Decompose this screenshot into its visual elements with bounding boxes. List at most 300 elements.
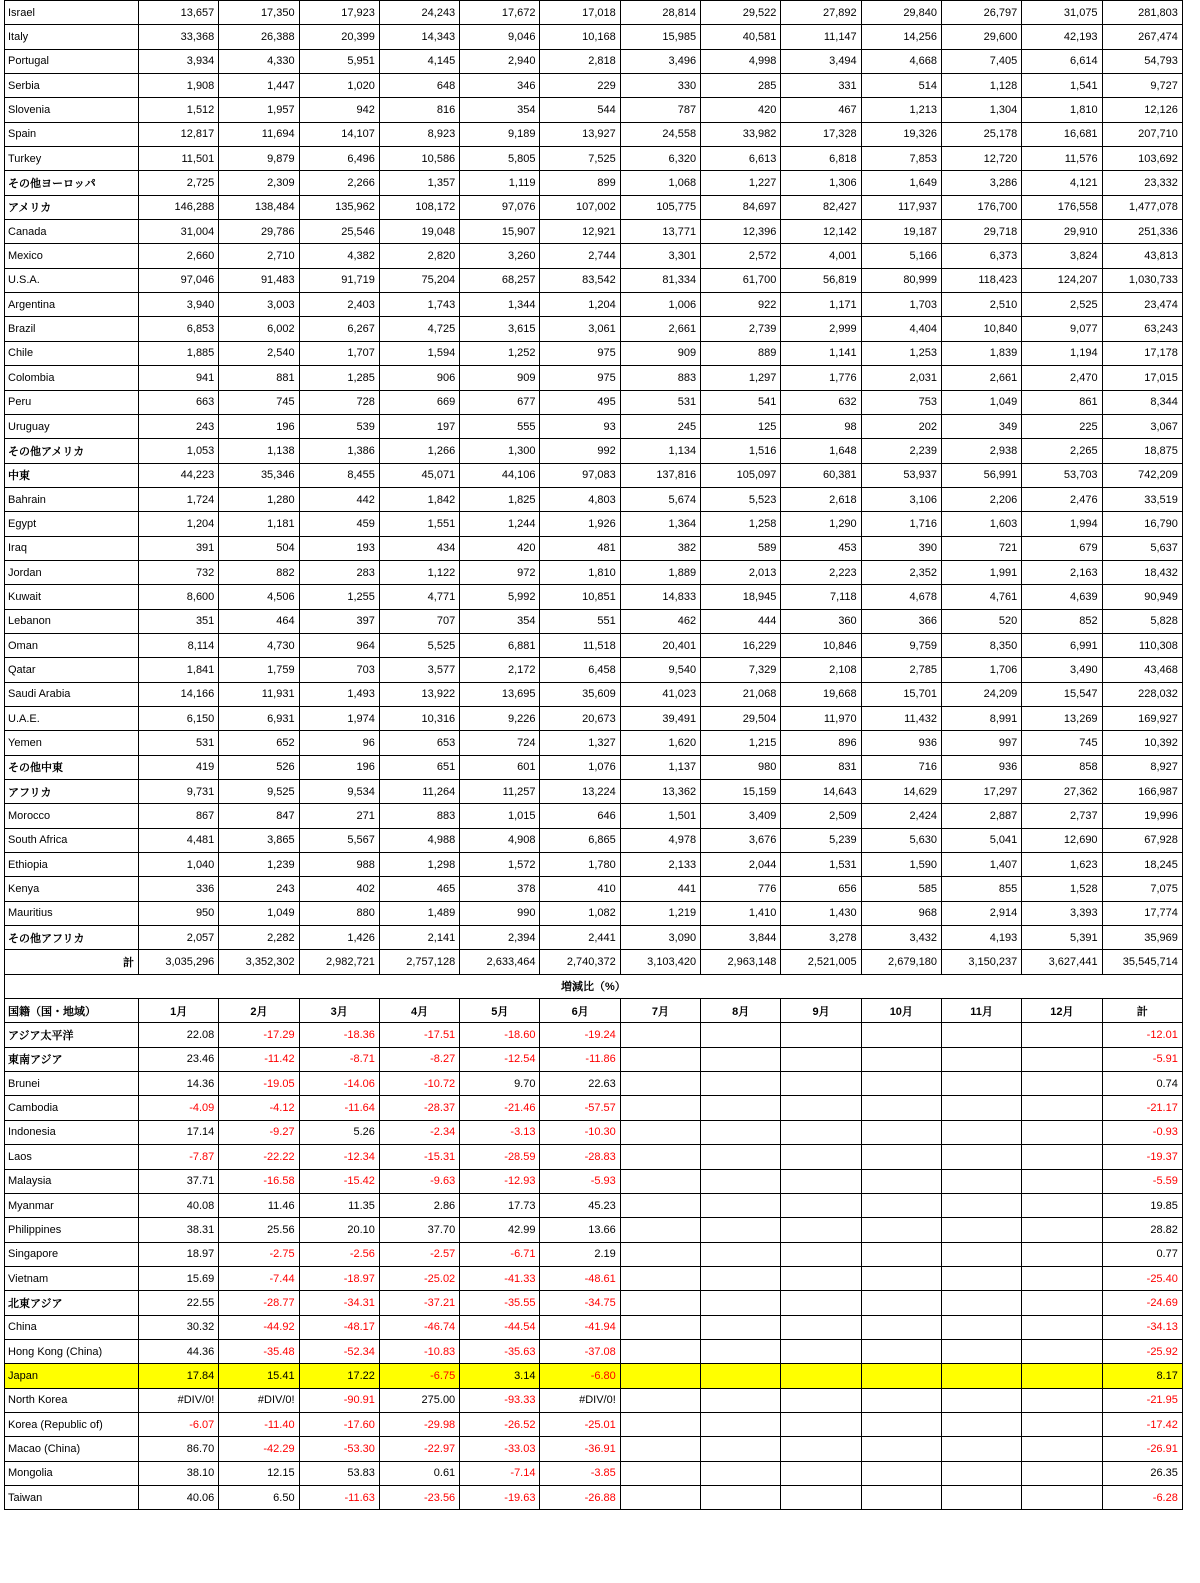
data-cell: 544 [540, 98, 620, 122]
data-cell: 1,447 [219, 74, 299, 98]
data-cell: 17,015 [1102, 366, 1182, 390]
data-cell: 9,731 [139, 780, 219, 804]
data-cell: 663 [139, 390, 219, 414]
data-cell: 31,075 [1022, 1, 1102, 25]
data-cell: 196 [299, 755, 379, 779]
data-cell: 91,719 [299, 268, 379, 292]
data-cell: -10.30 [540, 1120, 620, 1144]
row-label: Chile [5, 341, 139, 365]
data-cell: 707 [379, 609, 459, 633]
data-cell: 16,790 [1102, 512, 1182, 536]
data-cell: 847 [219, 804, 299, 828]
header-cell-month: 8月 [701, 999, 781, 1023]
row-label: Indonesia [5, 1120, 139, 1144]
data-cell [941, 1461, 1021, 1485]
data-cell: 45,071 [379, 463, 459, 487]
data-cell [781, 1169, 861, 1193]
data-cell: 1,171 [781, 293, 861, 317]
data-cell: -28.83 [540, 1145, 620, 1169]
data-cell: 3,409 [701, 804, 781, 828]
data-cell: -22.22 [219, 1145, 299, 1169]
data-cell: 1,030,733 [1102, 268, 1182, 292]
data-cell: 1,825 [460, 487, 540, 511]
table-row [5, 366, 1183, 390]
data-cell: 176,700 [941, 195, 1021, 219]
data-cell: 1,128 [941, 74, 1021, 98]
header-cell-month: 3月 [299, 999, 379, 1023]
data-cell: -18.60 [460, 1023, 540, 1047]
table-row [5, 658, 1183, 682]
data-cell: 45.23 [540, 1193, 620, 1217]
row-label: Canada [5, 220, 139, 244]
data-cell: 4,481 [139, 828, 219, 852]
data-cell [701, 1218, 781, 1242]
data-cell: 2.19 [540, 1242, 620, 1266]
data-cell: 2,352 [861, 560, 941, 584]
data-cell [861, 1096, 941, 1120]
section-title-row [5, 974, 1183, 998]
row-label: Philippines [5, 1218, 139, 1242]
data-cell: 1,649 [861, 171, 941, 195]
data-cell: 816 [379, 98, 459, 122]
data-cell: 1,842 [379, 487, 459, 511]
data-cell: 2,044 [701, 853, 781, 877]
data-cell: -17.42 [1102, 1412, 1182, 1436]
data-cell: -24.69 [1102, 1291, 1182, 1315]
data-cell: 467 [781, 98, 861, 122]
data-cell: 1,227 [701, 171, 781, 195]
table-row [5, 1047, 1183, 1071]
table-row [5, 1412, 1183, 1436]
data-cell: 3,260 [460, 244, 540, 268]
data-cell: 495 [540, 390, 620, 414]
data-cell: 5,674 [620, 487, 700, 511]
data-cell: 243 [139, 414, 219, 438]
data-cell: 8,114 [139, 633, 219, 657]
data-cell: 8,344 [1102, 390, 1182, 414]
data-cell: -6.07 [139, 1412, 219, 1436]
data-cell: -3.13 [460, 1120, 540, 1144]
data-cell: 18,945 [701, 585, 781, 609]
data-cell [701, 1339, 781, 1363]
data-cell: -44.92 [219, 1315, 299, 1339]
row-label: 北東アジア [5, 1291, 139, 1315]
data-cell [701, 1291, 781, 1315]
data-cell: 25,546 [299, 220, 379, 244]
data-cell: 2,999 [781, 317, 861, 341]
data-cell: 1,181 [219, 512, 299, 536]
data-cell: 442 [299, 487, 379, 511]
data-cell: 20,399 [299, 25, 379, 49]
data-cell: 724 [460, 731, 540, 755]
data-cell: 1,810 [1022, 98, 1102, 122]
data-cell: -26.52 [460, 1412, 540, 1436]
data-cell: 35,346 [219, 463, 299, 487]
data-cell: 1,994 [1022, 512, 1102, 536]
data-cell: 2,223 [781, 560, 861, 584]
data-cell: -4.09 [139, 1096, 219, 1120]
data-cell: 1,253 [861, 341, 941, 365]
row-label: Israel [5, 1, 139, 25]
data-cell: 520 [941, 609, 1021, 633]
data-cell [1022, 1218, 1102, 1242]
data-cell: 33,368 [139, 25, 219, 49]
data-cell: 1,386 [299, 439, 379, 463]
data-cell: 1,194 [1022, 341, 1102, 365]
data-cell: 1,885 [139, 341, 219, 365]
data-cell: 15,547 [1022, 682, 1102, 706]
data-cell: 91,483 [219, 268, 299, 292]
data-cell: 38.10 [139, 1461, 219, 1485]
data-cell: -12.01 [1102, 1023, 1182, 1047]
data-cell: 12,690 [1022, 828, 1102, 852]
data-cell: 4,678 [861, 585, 941, 609]
table-row [5, 560, 1183, 584]
data-cell: 13,269 [1022, 706, 1102, 730]
data-cell [781, 1096, 861, 1120]
data-cell: 906 [379, 366, 459, 390]
data-cell: 13,927 [540, 122, 620, 146]
data-cell: 10,168 [540, 25, 620, 49]
data-cell: 4,998 [701, 49, 781, 73]
data-cell: 1,285 [299, 366, 379, 390]
data-cell: 13,695 [460, 682, 540, 706]
data-cell: 1,252 [460, 341, 540, 365]
data-cell: 899 [540, 171, 620, 195]
data-cell: 40,581 [701, 25, 781, 49]
data-cell: 29,910 [1022, 220, 1102, 244]
data-cell: 6,320 [620, 147, 700, 171]
data-cell: -5.93 [540, 1169, 620, 1193]
data-cell: 25.56 [219, 1218, 299, 1242]
total-cell: 2,740,372 [540, 950, 620, 974]
data-cell [701, 1485, 781, 1509]
total-cell: 3,627,441 [1022, 950, 1102, 974]
data-cell: -35.63 [460, 1339, 540, 1363]
data-cell: -37.21 [379, 1291, 459, 1315]
data-cell [941, 1120, 1021, 1144]
data-cell: 97,076 [460, 195, 540, 219]
data-cell: 1,122 [379, 560, 459, 584]
data-cell: 354 [460, 609, 540, 633]
data-cell: 6,853 [139, 317, 219, 341]
data-cell: 8.17 [1102, 1364, 1182, 1388]
data-cell: 391 [139, 536, 219, 560]
row-label: アジア太平洋 [5, 1023, 139, 1047]
data-cell [620, 1339, 700, 1363]
data-cell: 3,090 [620, 926, 700, 950]
data-cell: 2,282 [219, 926, 299, 950]
data-cell: 4,908 [460, 828, 540, 852]
data-cell: -34.31 [299, 1291, 379, 1315]
data-cell: 1,477,078 [1102, 195, 1182, 219]
data-cell: 1,623 [1022, 853, 1102, 877]
data-cell [781, 1291, 861, 1315]
data-cell: 30.32 [139, 1315, 219, 1339]
data-cell: 1,015 [460, 804, 540, 828]
data-cell: 1,716 [861, 512, 941, 536]
data-cell: 3,496 [620, 49, 700, 73]
data-cell: 531 [620, 390, 700, 414]
table-row [5, 390, 1183, 414]
data-cell: 17,297 [941, 780, 1021, 804]
data-cell: 105,097 [701, 463, 781, 487]
data-cell: 462 [620, 609, 700, 633]
data-cell: 7,075 [1102, 877, 1182, 901]
data-cell: 4,725 [379, 317, 459, 341]
data-cell: 17.22 [299, 1364, 379, 1388]
data-cell: 275.00 [379, 1388, 459, 1412]
data-cell: 12,396 [701, 220, 781, 244]
data-cell: 54,793 [1102, 49, 1182, 73]
data-cell: 138,484 [219, 195, 299, 219]
data-cell: 6,991 [1022, 633, 1102, 657]
data-cell: 2,476 [1022, 487, 1102, 511]
data-cell: 60,381 [781, 463, 861, 487]
data-cell: 1,049 [219, 901, 299, 925]
data-cell: 2,510 [941, 293, 1021, 317]
data-cell: 1,290 [781, 512, 861, 536]
data-cell: 2,057 [139, 926, 219, 950]
data-cell: 2,540 [219, 341, 299, 365]
data-cell: 852 [1022, 609, 1102, 633]
data-cell [781, 1266, 861, 1290]
data-cell: 2,818 [540, 49, 620, 73]
data-cell [861, 1437, 941, 1461]
data-cell: 5,828 [1102, 609, 1182, 633]
data-cell [861, 1193, 941, 1217]
data-cell: 23,474 [1102, 293, 1182, 317]
total-cell: 3,103,420 [620, 950, 700, 974]
data-cell: 3,278 [781, 926, 861, 950]
data-cell: 176,558 [1022, 195, 1102, 219]
data-cell: 13,224 [540, 780, 620, 804]
data-cell: 15,159 [701, 780, 781, 804]
data-cell: 5.26 [299, 1120, 379, 1144]
data-cell: 1,364 [620, 512, 700, 536]
data-cell: 889 [701, 341, 781, 365]
data-cell: 1,974 [299, 706, 379, 730]
data-cell: 1,304 [941, 98, 1021, 122]
data-cell: 585 [861, 877, 941, 901]
data-cell [941, 1193, 1021, 1217]
data-cell: 2,239 [861, 439, 941, 463]
data-cell: 402 [299, 877, 379, 901]
data-cell: 42,193 [1022, 25, 1102, 49]
row-label: Qatar [5, 658, 139, 682]
data-cell: 20.10 [299, 1218, 379, 1242]
data-cell [1022, 1096, 1102, 1120]
data-cell [941, 1364, 1021, 1388]
data-cell: 19.85 [1102, 1193, 1182, 1217]
data-cell: 465 [379, 877, 459, 901]
data-cell: 420 [701, 98, 781, 122]
data-cell: 11,694 [219, 122, 299, 146]
data-cell [620, 1412, 700, 1436]
data-cell: -52.34 [299, 1339, 379, 1363]
total-cell: 35,545,714 [1102, 950, 1182, 974]
data-cell: 22.08 [139, 1023, 219, 1047]
data-cell: 972 [460, 560, 540, 584]
data-cell: 2,661 [941, 366, 1021, 390]
table-row [5, 244, 1183, 268]
row-label: Morocco [5, 804, 139, 828]
header-cell-month: 1月 [139, 999, 219, 1023]
table-row [5, 585, 1183, 609]
data-cell: -48.17 [299, 1315, 379, 1339]
data-cell: -10.72 [379, 1072, 459, 1096]
data-cell: 4,668 [861, 49, 941, 73]
data-cell: 229 [540, 74, 620, 98]
data-cell: 2,163 [1022, 560, 1102, 584]
data-cell: 7,525 [540, 147, 620, 171]
header-cell-month: 2月 [219, 999, 299, 1023]
data-cell [781, 1047, 861, 1071]
data-cell [1022, 1364, 1102, 1388]
data-cell: 3,577 [379, 658, 459, 682]
data-cell: 2,938 [941, 439, 1021, 463]
data-cell: 24,209 [941, 682, 1021, 706]
row-label: Mongolia [5, 1461, 139, 1485]
data-cell: 12,817 [139, 122, 219, 146]
data-cell: -14.06 [299, 1072, 379, 1096]
data-cell: 17,774 [1102, 901, 1182, 925]
data-cell [701, 1047, 781, 1071]
row-label: アフリカ [5, 780, 139, 804]
data-cell: 346 [460, 74, 540, 98]
data-cell: 2,424 [861, 804, 941, 828]
total-cell: 3,352,302 [219, 950, 299, 974]
data-cell [701, 1169, 781, 1193]
data-cell: 29,840 [861, 1, 941, 25]
data-cell [701, 1388, 781, 1412]
data-cell [620, 1315, 700, 1339]
data-cell: 0.74 [1102, 1072, 1182, 1096]
data-cell: 2,470 [1022, 366, 1102, 390]
data-cell: 3,615 [460, 317, 540, 341]
data-cell [941, 1388, 1021, 1412]
data-cell [781, 1120, 861, 1144]
data-cell: 17,018 [540, 1, 620, 25]
data-cell: 1,551 [379, 512, 459, 536]
table-row [5, 1145, 1183, 1169]
total-cell: 2,679,180 [861, 950, 941, 974]
data-cell: 1,430 [781, 901, 861, 925]
data-cell: 2,887 [941, 804, 1021, 828]
data-cell: 13,771 [620, 220, 700, 244]
data-cell [861, 1218, 941, 1242]
table-row [5, 706, 1183, 730]
data-cell: 137,816 [620, 463, 700, 487]
data-cell: -6.28 [1102, 1485, 1182, 1509]
data-cell: 12,720 [941, 147, 1021, 171]
data-cell: 728 [299, 390, 379, 414]
data-cell [620, 1266, 700, 1290]
data-cell: 669 [379, 390, 459, 414]
table-row [5, 682, 1183, 706]
data-cell: 2,739 [701, 317, 781, 341]
data-cell: 4,001 [781, 244, 861, 268]
data-cell: 1,141 [781, 341, 861, 365]
data-cell: 19,668 [781, 682, 861, 706]
data-cell: 1,344 [460, 293, 540, 317]
data-cell: 11,264 [379, 780, 459, 804]
data-cell: -33.03 [460, 1437, 540, 1461]
table-row [5, 877, 1183, 901]
data-cell: -4.12 [219, 1096, 299, 1120]
data-cell: 40.06 [139, 1485, 219, 1509]
data-cell [861, 1364, 941, 1388]
header-cell-month: 10月 [861, 999, 941, 1023]
data-cell [861, 1120, 941, 1144]
section-title: 増減比（%） [5, 974, 1183, 998]
data-cell: 5,523 [701, 487, 781, 511]
data-cell [620, 1218, 700, 1242]
data-cell: 1,743 [379, 293, 459, 317]
data-cell: 2,394 [460, 926, 540, 950]
data-cell: 267,474 [1102, 25, 1182, 49]
data-cell: 10,851 [540, 585, 620, 609]
data-cell: 17.73 [460, 1193, 540, 1217]
data-cell: 881 [219, 366, 299, 390]
data-cell: 9,534 [299, 780, 379, 804]
data-cell: 6,373 [941, 244, 1021, 268]
data-cell: 18.97 [139, 1242, 219, 1266]
data-cell [861, 1047, 941, 1071]
data-cell: -6.71 [460, 1242, 540, 1266]
total-cell: 2,982,721 [299, 950, 379, 974]
data-cell: 980 [701, 755, 781, 779]
row-label: Taiwan [5, 1485, 139, 1509]
data-cell: 331 [781, 74, 861, 98]
row-label: Vietnam [5, 1266, 139, 1290]
data-cell: 33,519 [1102, 487, 1182, 511]
data-cell: 11,257 [460, 780, 540, 804]
data-cell [861, 1072, 941, 1096]
data-cell: 10,586 [379, 147, 459, 171]
table-row [5, 536, 1183, 560]
header-cell-month: 9月 [781, 999, 861, 1023]
data-cell: 2,710 [219, 244, 299, 268]
data-cell: 1,501 [620, 804, 700, 828]
data-cell: 84,697 [701, 195, 781, 219]
data-cell: 3,106 [861, 487, 941, 511]
table-row [5, 755, 1183, 779]
data-cell: 7,853 [861, 147, 941, 171]
data-cell: 3,301 [620, 244, 700, 268]
data-cell: 63,243 [1102, 317, 1182, 341]
row-label: その他ヨーロッパ [5, 171, 139, 195]
data-cell: 5,239 [781, 828, 861, 852]
upper-table-body [5, 1, 1183, 950]
data-cell: -29.98 [379, 1412, 459, 1436]
data-cell: 2,403 [299, 293, 379, 317]
data-cell: -17.51 [379, 1023, 459, 1047]
data-cell: 2,661 [620, 317, 700, 341]
total-table-body [5, 950, 1183, 999]
data-cell: 541 [701, 390, 781, 414]
data-cell: 360 [781, 609, 861, 633]
data-cell: 6,496 [299, 147, 379, 171]
data-cell: 35,609 [540, 682, 620, 706]
data-cell: 14,343 [379, 25, 459, 49]
data-cell: 44.36 [139, 1339, 219, 1363]
data-cell: 0.77 [1102, 1242, 1182, 1266]
data-cell: 1,255 [299, 585, 379, 609]
table-row [5, 1, 1183, 25]
data-cell [1022, 1072, 1102, 1096]
data-cell: 135,962 [299, 195, 379, 219]
